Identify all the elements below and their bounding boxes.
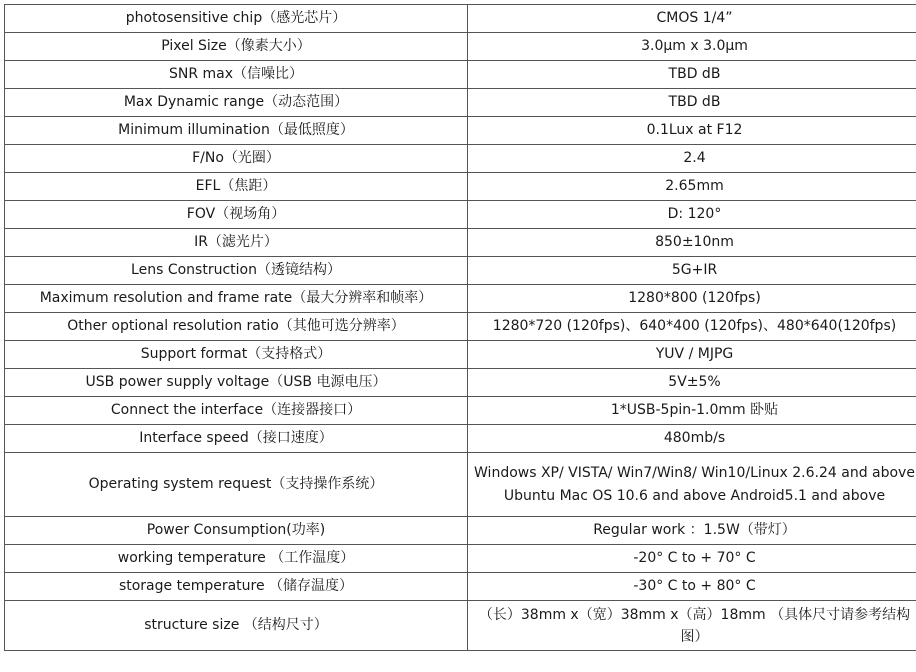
value-cell: -30° C to + 80° C bbox=[468, 573, 916, 601]
spec-table bbox=[4, 4, 916, 651]
param-cell: Interface speed（接口速度） bbox=[5, 425, 468, 453]
value-cell: 5V±5% bbox=[468, 369, 916, 397]
value-cell: 850±10nm bbox=[468, 229, 916, 257]
value-cell: 3.0μm x 3.0μm bbox=[468, 33, 916, 61]
table-row bbox=[5, 453, 916, 517]
table-row bbox=[5, 601, 916, 651]
param-cell: storage temperature （储存温度） bbox=[5, 573, 468, 601]
param-cell: working temperature （工作温度） bbox=[5, 545, 468, 573]
param-cell: Operating system request（支持操作系统） bbox=[5, 453, 468, 517]
table-row bbox=[5, 5, 916, 33]
param-cell: Other optional resolution ratio（其他可选分辨率） bbox=[5, 313, 468, 341]
table-row bbox=[5, 173, 916, 201]
value-cell: Regular work ：1.5W（带灯） bbox=[468, 517, 916, 545]
param-cell: structure size （结构尺寸） bbox=[5, 601, 468, 651]
table-row bbox=[5, 285, 916, 313]
param-cell: SNR max（信噪比） bbox=[5, 61, 468, 89]
value-cell: Windows XP/ VISTA/ Win7/Win8/ Win10/Linux 2.6.24 and above Ubuntu Mac OS 10.6 and above Android5.1 and above bbox=[468, 453, 916, 517]
table-row bbox=[5, 145, 916, 173]
spec-sheet bbox=[4, 4, 915, 651]
table-row bbox=[5, 61, 916, 89]
value-cell: TBD dB bbox=[468, 89, 916, 117]
table-row bbox=[5, 341, 916, 369]
value-cell: 5G+IR bbox=[468, 257, 916, 285]
param-cell: EFL（焦距） bbox=[5, 173, 468, 201]
value-cell: TBD dB bbox=[468, 61, 916, 89]
table-row bbox=[5, 313, 916, 341]
value-cell: 1280*720 (120fps)、640*400 (120fps)、480*640(120fps) bbox=[468, 313, 916, 341]
value-cell: 1*USB-5pin-1.0mm 卧贴 bbox=[468, 397, 916, 425]
param-cell: Minimum illumination（最低照度） bbox=[5, 117, 468, 145]
table-row bbox=[5, 117, 916, 145]
table-row bbox=[5, 89, 916, 117]
table-row bbox=[5, 257, 916, 285]
table-row bbox=[5, 397, 916, 425]
param-cell: Pixel Size（像素大小） bbox=[5, 33, 468, 61]
value-cell: 2.4 bbox=[468, 145, 916, 173]
table-row bbox=[5, 425, 916, 453]
table-row bbox=[5, 33, 916, 61]
param-cell: Power Consumption(功率) bbox=[5, 517, 468, 545]
param-cell: USB power supply voltage（USB 电源电压） bbox=[5, 369, 468, 397]
table-row bbox=[5, 545, 916, 573]
value-cell: 480mb/s bbox=[468, 425, 916, 453]
param-cell: Lens Construction（透镜结构） bbox=[5, 257, 468, 285]
value-cell: YUV / MJPG bbox=[468, 341, 916, 369]
param-cell: F/No（光圈） bbox=[5, 145, 468, 173]
value-cell: 0.1Lux at F12 bbox=[468, 117, 916, 145]
value-cell: 2.65mm bbox=[468, 173, 916, 201]
param-cell: Support format（支持格式） bbox=[5, 341, 468, 369]
param-cell: IR（滤光片） bbox=[5, 229, 468, 257]
param-cell: Maximum resolution and frame rate（最大分辨率和帧率） bbox=[5, 285, 468, 313]
value-cell: CMOS 1/4” bbox=[468, 5, 916, 33]
value-cell: （长）38mm x（宽）38mm x（高）18mm （具体尺寸请参考结构图） bbox=[468, 601, 916, 651]
param-cell: FOV（视场角） bbox=[5, 201, 468, 229]
value-cell: D: 120° bbox=[468, 201, 916, 229]
param-cell: Max Dynamic range（动态范围） bbox=[5, 89, 468, 117]
value-cell: 1280*800 (120fps) bbox=[468, 285, 916, 313]
param-cell: photosensitive chip（感光芯片） bbox=[5, 5, 468, 33]
table-row bbox=[5, 229, 916, 257]
table-row bbox=[5, 517, 916, 545]
param-cell: Connect the interface（连接器接口） bbox=[5, 397, 468, 425]
table-row bbox=[5, 201, 916, 229]
table-row bbox=[5, 573, 916, 601]
table-row bbox=[5, 369, 916, 397]
value-cell: -20° C to + 70° C bbox=[468, 545, 916, 573]
